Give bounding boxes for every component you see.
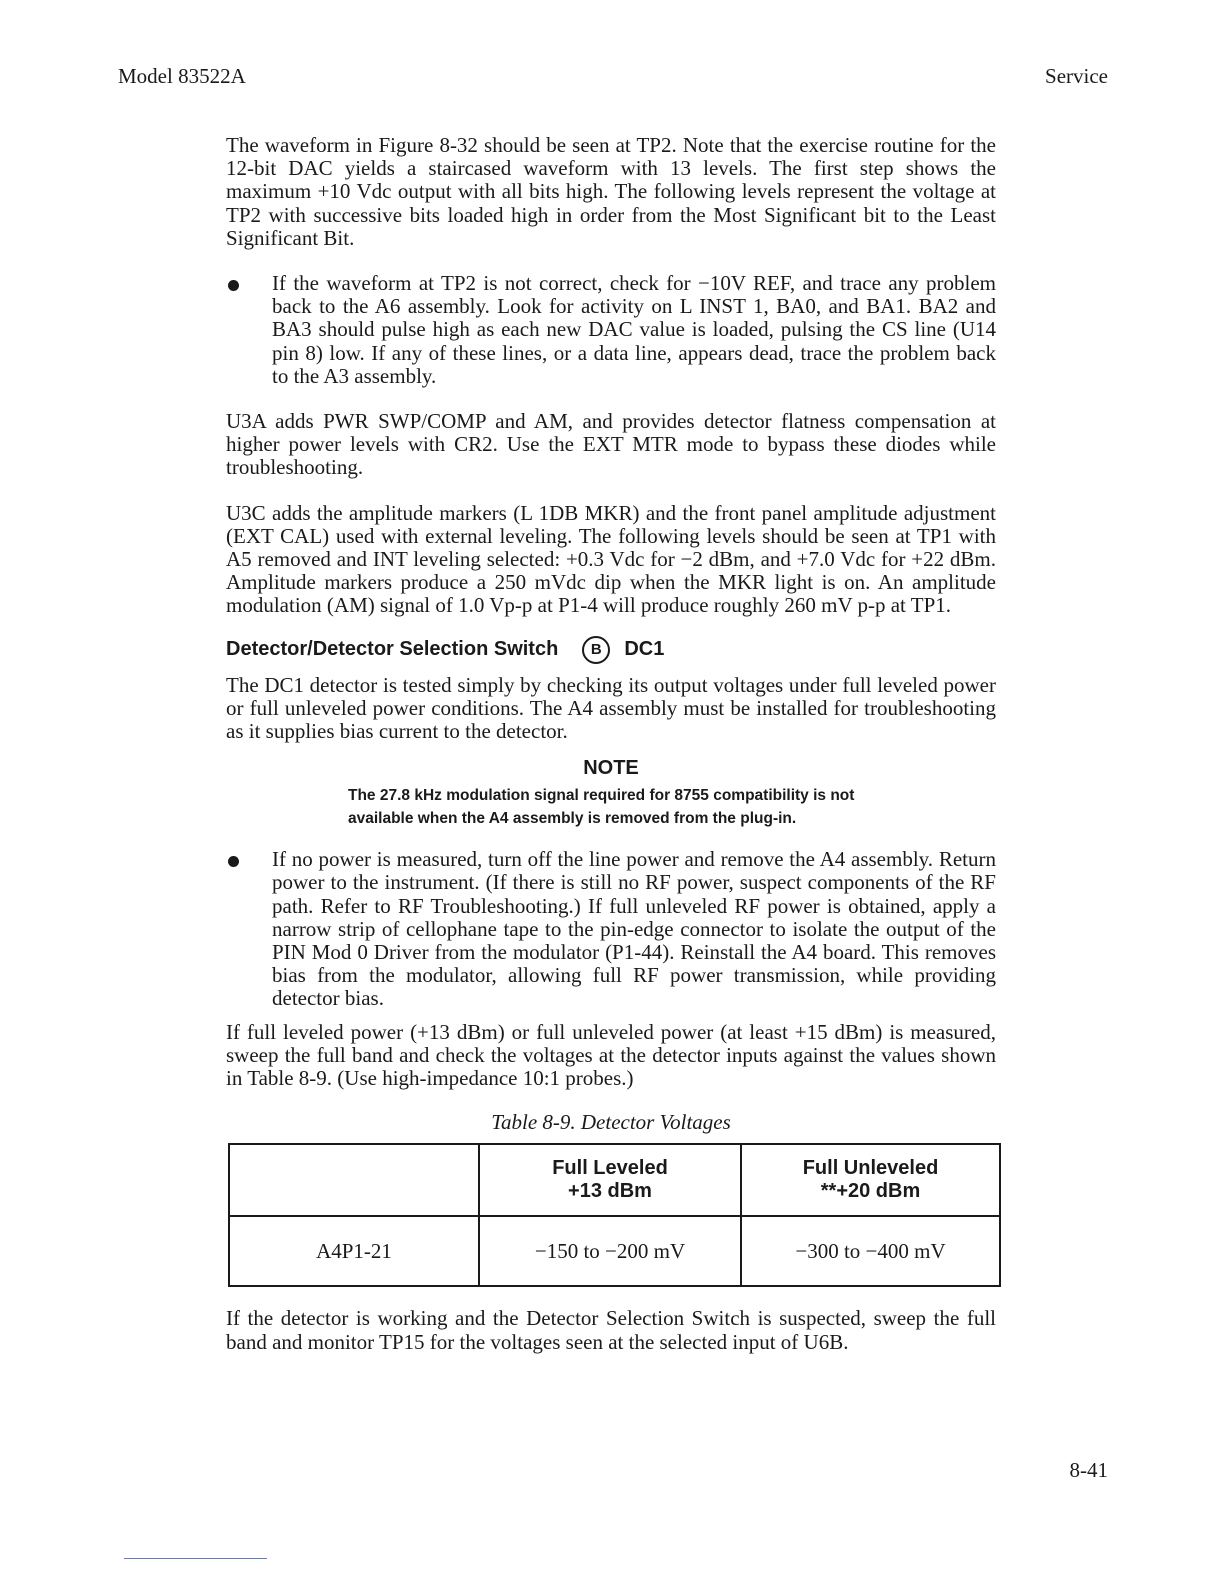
header-section: Service: [1045, 64, 1108, 88]
page-number: 8-41: [1069, 1458, 1108, 1482]
circled-b-icon: B: [582, 636, 610, 664]
table-header-empty: [229, 1144, 479, 1216]
bullet-item-waveform-check: [226, 272, 996, 388]
table-row: [229, 1216, 1000, 1286]
header-line: **+20 dBm: [820, 1180, 921, 1203]
table-header-row: [229, 1144, 1000, 1216]
bullet-text: If the waveform at TP2 is not correct, check for −10V REF, and trace any problem back to the A6 assembly. Look for activity on L INST 1, BA0, and BA1. BA2 and BA3 should pulse high as each new DAC value is loaded, pulsing the CS line (U14 pin 8) low. If any of these lines, or a data line, appears dead, trace the problem back to the A3 assembly.: [272, 271, 996, 388]
header-line: Full Unleveled: [802, 1157, 939, 1180]
table-caption: Table 8-9. Detector Voltages: [491, 1110, 731, 1135]
paragraph-waveform: The waveform in Figure 8-32 should be seen at TP2. Note that the exercise routine for the 12-bit DAC yields a staircased waveform with 13 levels. The first step shows the maximum +10 Vdc output with all bits high. The following levels represent the voltage at TP2 with successive bits loaded high in order from the Most Significant bit to the Least Significant Bit.: [226, 133, 996, 250]
bullet-item-no-power: [226, 848, 996, 1010]
note-text: The 27.8 kHz modulation signal required for 8755 compatibility is not available when the A4 assembly is removed from the plug-in.: [348, 787, 855, 828]
table-cell-leveled: −150 to −200 mV: [479, 1216, 741, 1286]
table-cell-unleveled: −300 to −400 mV: [741, 1216, 1000, 1286]
table-header-full-leveled: [479, 1144, 741, 1216]
paragraph-u3c: U3C adds the amplitude markers (L 1DB MKR) and the front panel amplitude adjustment (EXT CAL) used with external leveling. The following levels should be seen at TP1 with A5 removed and INT leveling selected: +0.3 Vdc for −2 dBm, and +7.0 Vdc for +22 dBm. Amplitude markers produce a 250 mVdc dip when the MKR light is on. An amplitude modulation (AM) signal of 1.0 Vp-p at P1-4 will produce roughly 260 mV p-p at TP1.: [226, 500, 996, 618]
note-title: NOTE: [583, 757, 639, 780]
detector-voltages-table: [228, 1143, 1001, 1287]
bullet-icon: [228, 856, 239, 867]
header-line: Full Leveled: [552, 1157, 668, 1180]
paragraph-u3a: U3A adds PWR SWP/COMP and AM, and provides detector flatness compensation at higher power levels with CR2. Use the EXT MTR mode to bypass these diodes while troubleshooting.: [226, 409, 996, 480]
bullet-icon: [228, 280, 239, 291]
section-ref: DC1: [624, 638, 665, 661]
table-header-full-unleveled: [741, 1144, 1000, 1216]
paragraph-full-power: If full leveled power (+13 dBm) or full unleveled power (at least +15 dBm) is measured, sweep the full band and check the voltages at the detector inputs against the values shown in Table 8-9. (Use high-impedance 10:1 probes.): [226, 1019, 996, 1091]
header-model: Model 83522A: [118, 64, 246, 88]
table-cell-label: A4P1-21: [229, 1216, 479, 1286]
paragraph-dc1: The DC1 detector is tested simply by checking its output voltages under full leveled power or full unleveled power conditions. The A4 assembly must be installed for troubleshooting as it supplies bias current to the detector.: [226, 672, 996, 744]
page-body: [226, 134, 996, 1354]
section-title: Detector/Detector Selection Switch: [226, 638, 559, 661]
bullet-text: If no power is measured, turn off the line power and remove the A4 assembly. Return power to the instrument. (If there is still no RF power, suspect components of the RF path. Refer to RF Troubleshooting.) If full unleveled RF power is obtained, apply a narrow strip of cellophane tape to the pin-edge connector to isolate the output of the PIN Mod 0 Driver from the modulator (P1-44). Reinstall the A4 board. This removes bias from the modulator, allowing full RF power transmission, while providing detector bias.: [272, 847, 996, 1011]
paragraph-selection-switch: If the detector is working and the Detector Selection Switch is suspected, sweep the full band and monitor TP15 for the voltages seen at the selected input of U6B.: [226, 1306, 996, 1354]
note-box: [226, 757, 996, 830]
header-line: +13 dBm: [568, 1180, 652, 1203]
footer-divider: [124, 1558, 267, 1559]
section-heading: [226, 636, 996, 664]
